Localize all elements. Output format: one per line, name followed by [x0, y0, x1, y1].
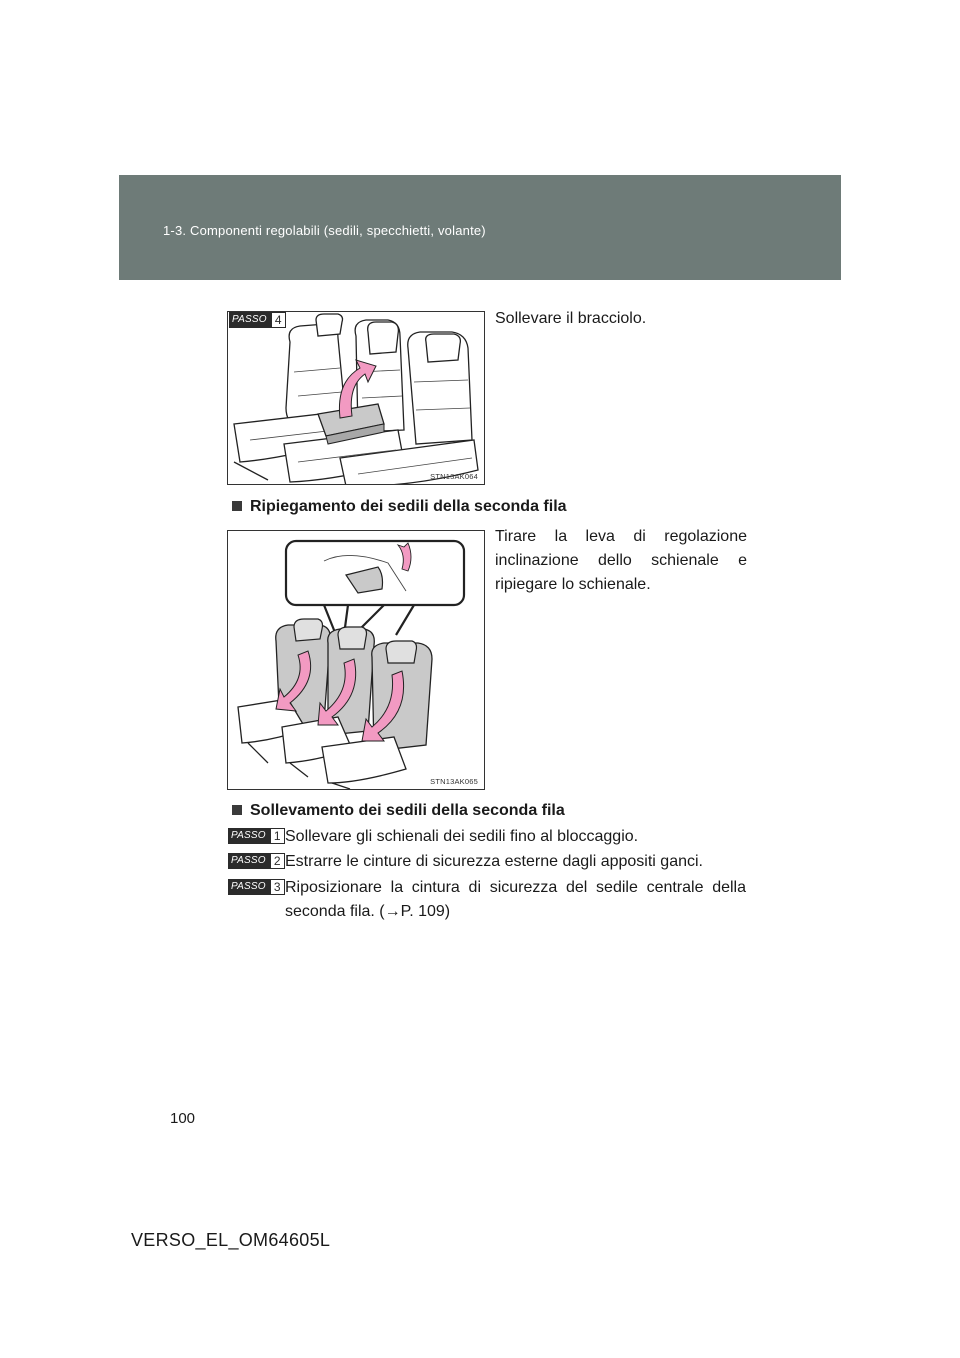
armrest-illustration	[227, 311, 485, 485]
section-title: Sollevamento dei sedili della seconda fila	[250, 802, 565, 819]
seat-folding-illustration	[227, 530, 485, 790]
step2-text: Estrarre le cinture di sicurezza esterne dagli appositi ganci.	[285, 853, 703, 870]
step-badge-label: PASSO	[228, 879, 270, 895]
figure-code: STN13AK065	[430, 777, 478, 786]
seat-folding-drawing	[228, 531, 485, 790]
step-badge-label: PASSO	[229, 312, 271, 328]
step-badge	[228, 853, 285, 869]
step-badge-number: 3	[270, 879, 285, 895]
section-title: Ripiegamento dei sedili della seconda fila	[250, 498, 567, 515]
square-bullet-icon	[232, 501, 242, 511]
document-code: VERSO_EL_OM64605L	[131, 1230, 331, 1250]
step4-instruction: Sollevare il bracciolo.	[495, 310, 647, 327]
step-badge	[228, 879, 285, 895]
step-badge-number: 4	[271, 312, 286, 328]
step-badge-number: 1	[270, 828, 285, 844]
chapter-header	[119, 175, 841, 280]
armrest-drawing	[228, 312, 485, 485]
step-badge	[229, 312, 286, 328]
step-badge-number: 2	[270, 853, 285, 869]
section-heading-folding	[232, 498, 567, 516]
step-badge-label: PASSO	[228, 828, 270, 844]
step3-text: Riposizionare la cintura di sicurezza del sedile centrale della seconda fila. (→P. 109)	[285, 879, 746, 920]
step1-text: Sollevare gli schienali dei sedili fino al bloccaggio.	[285, 828, 639, 845]
square-bullet-icon	[232, 805, 242, 815]
page-number: 100	[170, 1110, 196, 1127]
section-heading-raising	[232, 802, 565, 820]
step-badge	[228, 828, 285, 844]
figure-code: STN13AK064	[430, 472, 478, 481]
step-badge-label: PASSO	[228, 853, 270, 869]
chapter-title: 1-3. Componenti regolabili (sedili, specchietti, volante)	[163, 223, 486, 238]
section1-instruction: Tirare la leva di regolazione inclinazione dello schienale e ripiegare lo schienale.	[495, 528, 747, 593]
